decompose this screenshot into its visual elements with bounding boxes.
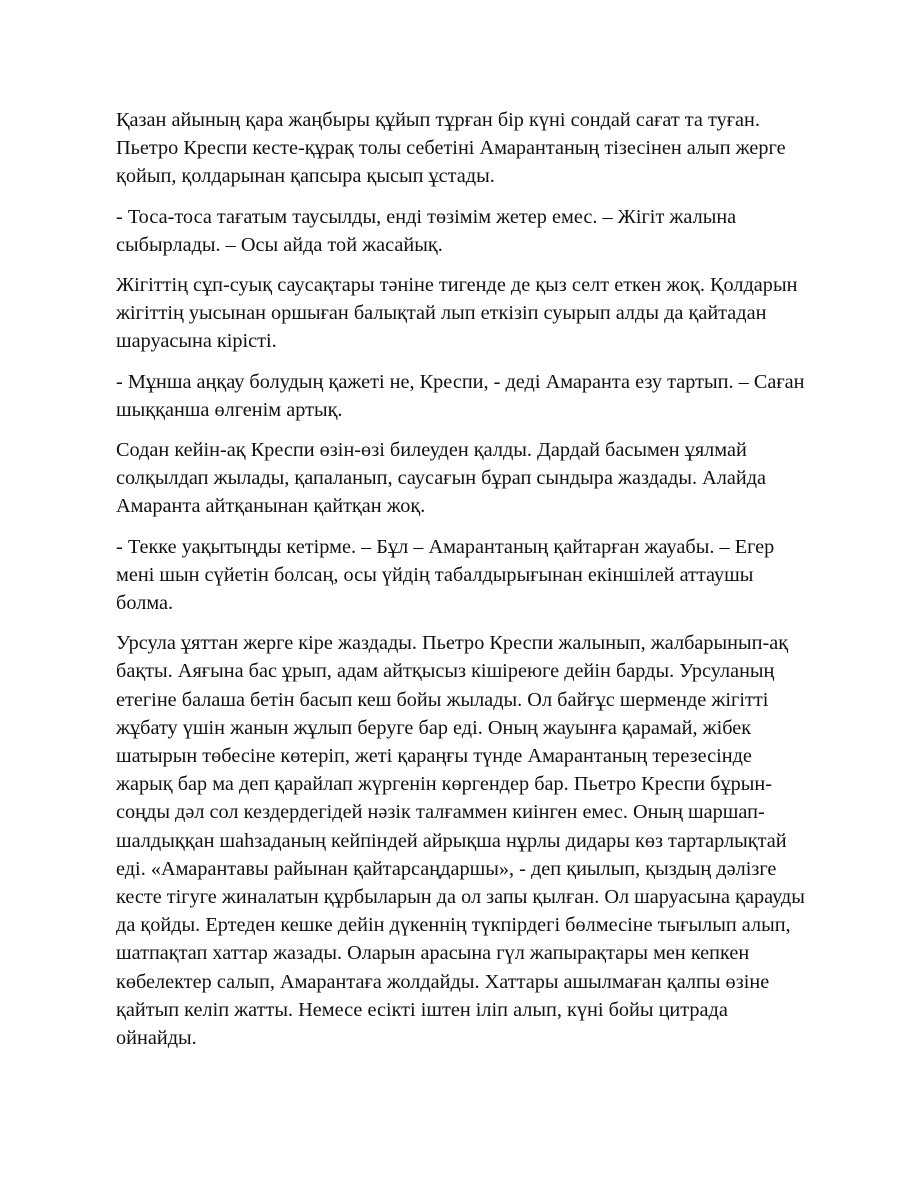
paragraph-2: - Тоса-тоса тағатым таусылды, енді төзімім жетер емес. – Жігіт жалына сыбырлады. – Осы айда той жасайық. [116,205,737,256]
paragraph-1: Қазан айының қара жаңбыры құйып тұрған бір күні сондай сағат та туған. Пьетро Креспи кесте-құрақ толы себетіні Амарантаның тізесінен алып жерге қойып, қолдарынан қапсыра қысып ұстады. [116,109,786,188]
paragraph-7: Урсула ұяттан жерге кіре жаздады. Пьетро Креспи жалынып, жалбарынып-ақ бақты. Аяғына бас ұрып, адам айтқысыз кішіреюге дейін барды. Урсуланың етегіне балаша бетін басып кеш бойы жылады. Ол байғұс шерменде жігітті жұбату үшін жанын жұлып беруге бар еді. Оның жауынға қарамай, жібек шатырын төбесіне көтеріп, жеті қараңғы түнде Амарантаның терезесінде жарық бар ма деп қарайлап жүргенін көргендер бар. Пьетро Креспи бұрын-соңды дәл сол кездердегідей нәзік талғаммен киінген емес. Оның шаршап-шалдыққан шаһзаданың кейпіндей айрықша нұрлы дидары көз тартарлықтай еді. «Амарантавы райынан қайтарсаңдаршы», - деп қиылып, қыздың дәлізге кесте тігуге жиналатын құрбыларын да ол запы қылған. Ол шаруасына қарауды да қойды. Ертеден кешке дейін дүкеннің түкпірдегі бөлмесіне тығылып алып, шатпақтап хаттар жазады. Оларын арасына гүл жапырақтары мен кепкен көбелектер салып, Амарантаға жолдайды. Хаттары ашылмаған қалпы өзіне қайтып келіп жатты. Немесе есікті іштен іліп алып, күні бойы цитрада ойнайды. [116,632,805,1050]
paragraph-6: - Текке уақытыңды кетірме. – Бұл – Амарантаның қайтарған жауабы. – Егер мені шын сүйетін болсаң, осы үйдің табалдырығынан екіншілей аттаушы болма. [116,535,775,615]
paragraph-4: - Мұнша аңқау болудың қажеті не, Креспи, - деді Амаранта езу тартып. – Саған шыққанша өлгенім артық. [116,370,805,421]
document-body [116,106,806,1052]
paragraph-3: Жігіттің сұп-суық саусақтары тәніне тигенде де қыз селт еткен жоқ. Қолдарын жігіттің уысынан оршыған балықтай лып еткізіп суырып алды да қайтадан шаруасына кірісті. [116,274,798,353]
paragraph-5: Содан кейін-ақ Креспи өзін-өзі билеуден қалды. Дардай басымен ұялмай солқылдап жылады, қапаланып, саусағын бұрап сындыра жаздады. Алайда Амаранта айтқанынан қайтқан жоқ. [116,439,767,518]
